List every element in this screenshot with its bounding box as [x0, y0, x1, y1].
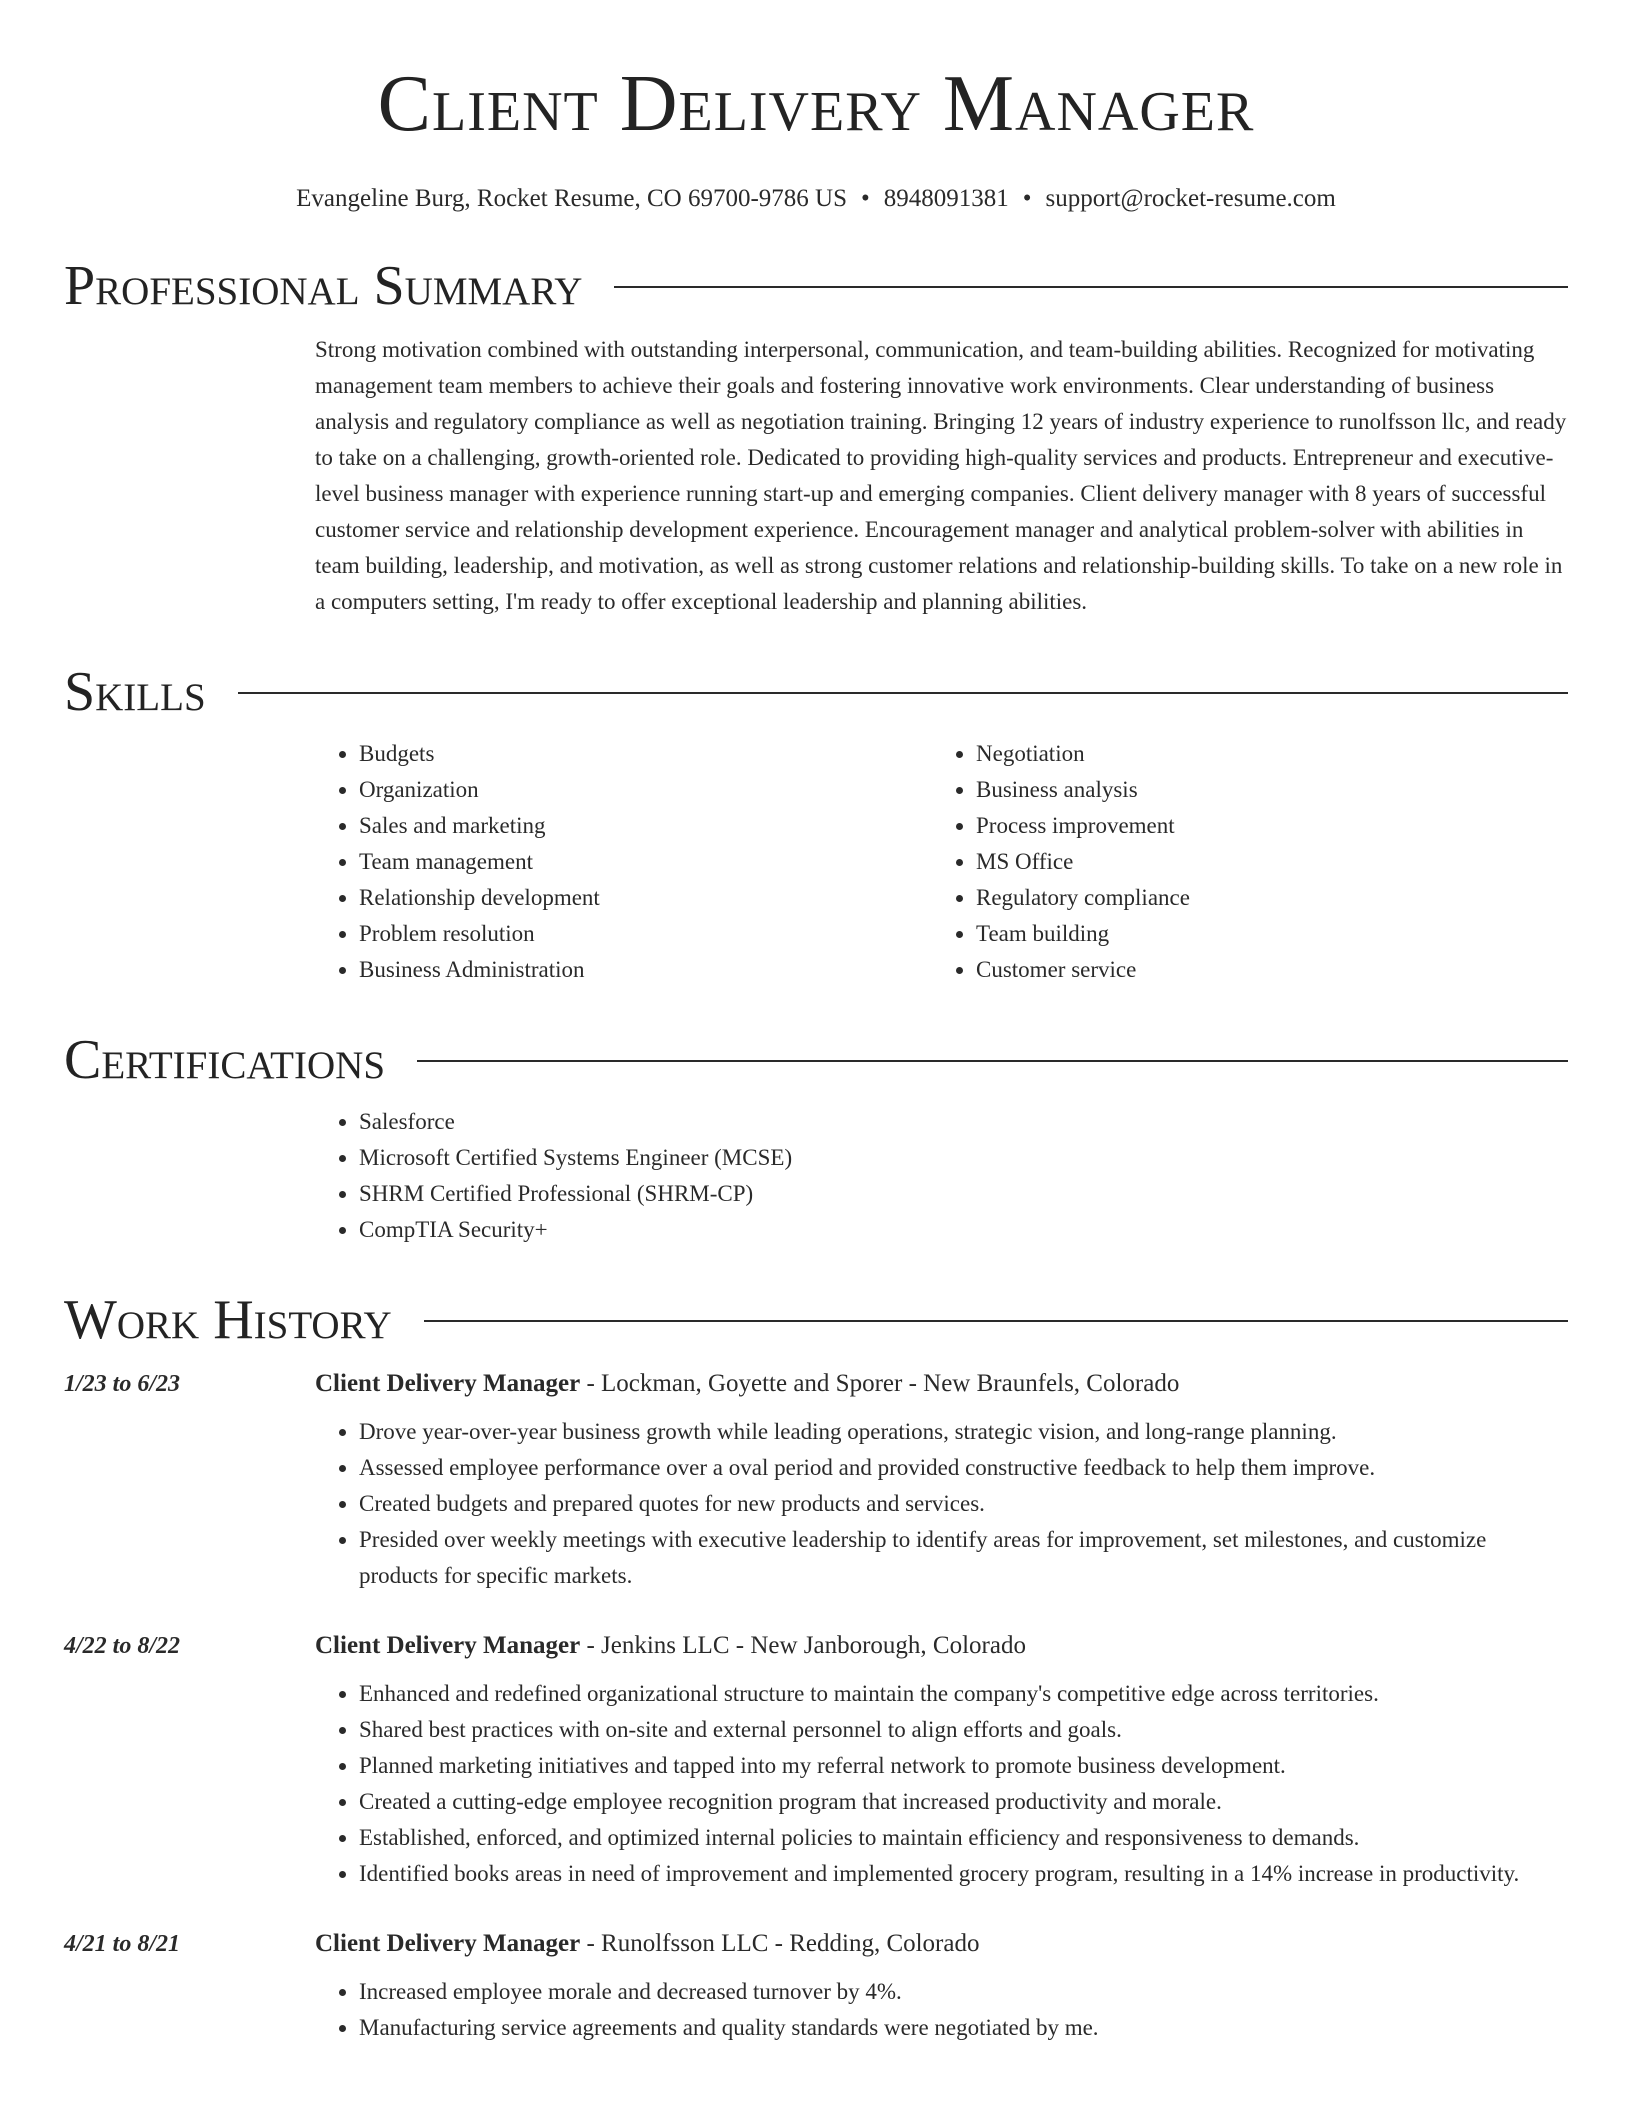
summary-section-header: [64, 254, 1568, 318]
job-bullet: • Shared best practices with on-site and external personnel to align efforts and goals.: [359, 1712, 1568, 1748]
job-bullets: [315, 1974, 1568, 2046]
contact-email: support@rocket-resume.com: [1045, 185, 1336, 212]
skill-item: • Budgets: [359, 736, 932, 772]
certifications-section-header: [64, 1028, 1568, 1092]
job-title-line: [315, 1366, 1568, 1402]
contact-phone: 8948091381: [883, 185, 1009, 212]
resume-title: Client Delivery Manager: [377, 60, 1255, 148]
certification-item: • Salesforce: [359, 1104, 1568, 1140]
skill-item: • Sales and marketing: [359, 808, 932, 844]
job-bullet: • Increased employee morale and decreased turnover by 4%.: [359, 1974, 1568, 2010]
job-bullet: • Drove year-over-year business growth while leading operations, strategic vision, and long-range planning.: [359, 1414, 1568, 1450]
skill-item: • MS Office: [976, 844, 1549, 880]
skill-item: • Regulatory compliance: [976, 880, 1549, 916]
job-content: [315, 1628, 1568, 1892]
skills-heading: Skills: [64, 661, 206, 723]
section-divider: [424, 1320, 1568, 1322]
skills-column-left: [315, 736, 932, 988]
skills-column-right: [932, 736, 1549, 988]
skill-item: • Relationship development: [359, 880, 932, 916]
job-bullets: [315, 1414, 1568, 1594]
section-divider: [238, 692, 1568, 694]
job-dates: 1/23 to 6/23: [64, 1371, 181, 1397]
certifications-bullets: [315, 1104, 1568, 1248]
certification-item: • Microsoft Certified Systems Engineer (MCSE): [359, 1140, 1568, 1176]
certification-item: • CompTIA Security+: [359, 1212, 1568, 1248]
job-role: Client Delivery Manager: [315, 1370, 581, 1397]
skill-item: • Team management: [359, 844, 932, 880]
job-bullet: • Identified books areas in need of improvement and implemented grocery program, resulting in a 14% increase in productivity.: [359, 1856, 1568, 1892]
contact-separator: •: [861, 185, 870, 212]
skills-grid: [315, 736, 1568, 988]
job-bullet: • Enhanced and redefined organizational structure to maintain the company's competitive edge across territories.: [359, 1676, 1568, 1712]
job-bullet: • Created a cutting-edge employee recognition program that increased productivity and morale.: [359, 1784, 1568, 1820]
job-title-line: [315, 1628, 1568, 1664]
job-dates: 4/21 to 8/21: [64, 1931, 181, 1957]
section-divider: [417, 1060, 1568, 1062]
contact-address: Evangeline Burg, Rocket Resume, CO 69700-9786 US: [296, 185, 848, 212]
job-entry: [64, 1926, 1568, 2046]
certifications-heading: Certifications: [64, 1029, 386, 1091]
section-divider: [614, 286, 1568, 288]
job-company-location: - Jenkins LLC - New Janborough, Colorado: [580, 1632, 1026, 1659]
contact-line: [64, 184, 1568, 214]
work-section-header: [64, 1288, 1568, 1352]
job-bullet: • Presided over weekly meetings with executive leadership to identify areas for improvement, set milestones, and customize products for specific markets.: [359, 1522, 1568, 1594]
skill-item: • Team building: [976, 916, 1549, 952]
job-entry: [64, 1366, 1568, 1594]
skill-item: • Process improvement: [976, 808, 1549, 844]
job-content: [315, 1926, 1568, 2046]
skill-item: • Business analysis: [976, 772, 1549, 808]
skill-item: • Problem resolution: [359, 916, 932, 952]
contact-separator: •: [1022, 185, 1032, 212]
summary-heading: Professional Summary: [64, 255, 583, 317]
job-bullet: • Planned marketing initiatives and tapped into my referral network to promote business development.: [359, 1748, 1568, 1784]
resume-page: [64, 0, 1568, 2046]
job-title-line: [315, 1926, 1568, 1962]
job-company-location: - Runolfsson LLC - Redding, Colorado: [580, 1930, 980, 1957]
summary-text: Strong motivation combined with outstanding interpersonal, communication, and team-building abilities. Recognized for motivating management team members to achieve their goals and fostering innovative work environments. Clear understanding of business analysis and regulatory compliance as well as negotiation training. Bringing 12 years of industry experience to runolfsson llc, and ready to take on a challenging, growth-oriented role. Dedicated to providing high-quality services and products. Entrepreneur and executive-level business manager with experience running start-up and emerging companies. Client delivery manager with 8 years of successful customer service and relationship development experience. Encouragement manager and analytical problem-solver with abilities in team building, leadership, and motivation, as well as strong customer relations and relationship-building skills. To take on a new role in a computers setting, I'm ready to offer exceptional leadership and planning abilities.: [315, 337, 1567, 614]
skill-item: • Business Administration: [359, 952, 932, 988]
work-heading: Work History: [64, 1289, 392, 1351]
job-bullet: • Manufacturing service agreements and quality standards were negotiated by me.: [359, 2010, 1568, 2046]
job-entry: [64, 1628, 1568, 1892]
job-bullet: • Assessed employee performance over a oval period and provided constructive feedback to help them improve.: [359, 1450, 1568, 1486]
skills-list-left: [315, 736, 932, 988]
job-bullet: • Established, enforced, and optimized internal policies to maintain efficiency and responsiveness to demands.: [359, 1820, 1568, 1856]
job-content: [315, 1366, 1568, 1594]
skills-section-header: [64, 660, 1568, 724]
skill-item: • Organization: [359, 772, 932, 808]
skill-item: • Negotiation: [976, 736, 1549, 772]
job-role: Client Delivery Manager: [315, 1632, 581, 1659]
job-role: Client Delivery Manager: [315, 1930, 581, 1957]
certification-item: • SHRM Certified Professional (SHRM-CP): [359, 1176, 1568, 1212]
skills-list-right: [932, 736, 1549, 988]
skill-item: • Customer service: [976, 952, 1549, 988]
certifications-list: [315, 1104, 1568, 1248]
job-bullet: • Created budgets and prepared quotes for new products and services.: [359, 1486, 1568, 1522]
job-bullets: [315, 1676, 1568, 1892]
job-company-location: - Lockman, Goyette and Sporer - New Braunfels, Colorado: [580, 1370, 1180, 1397]
job-dates: 4/22 to 8/22: [64, 1633, 181, 1659]
